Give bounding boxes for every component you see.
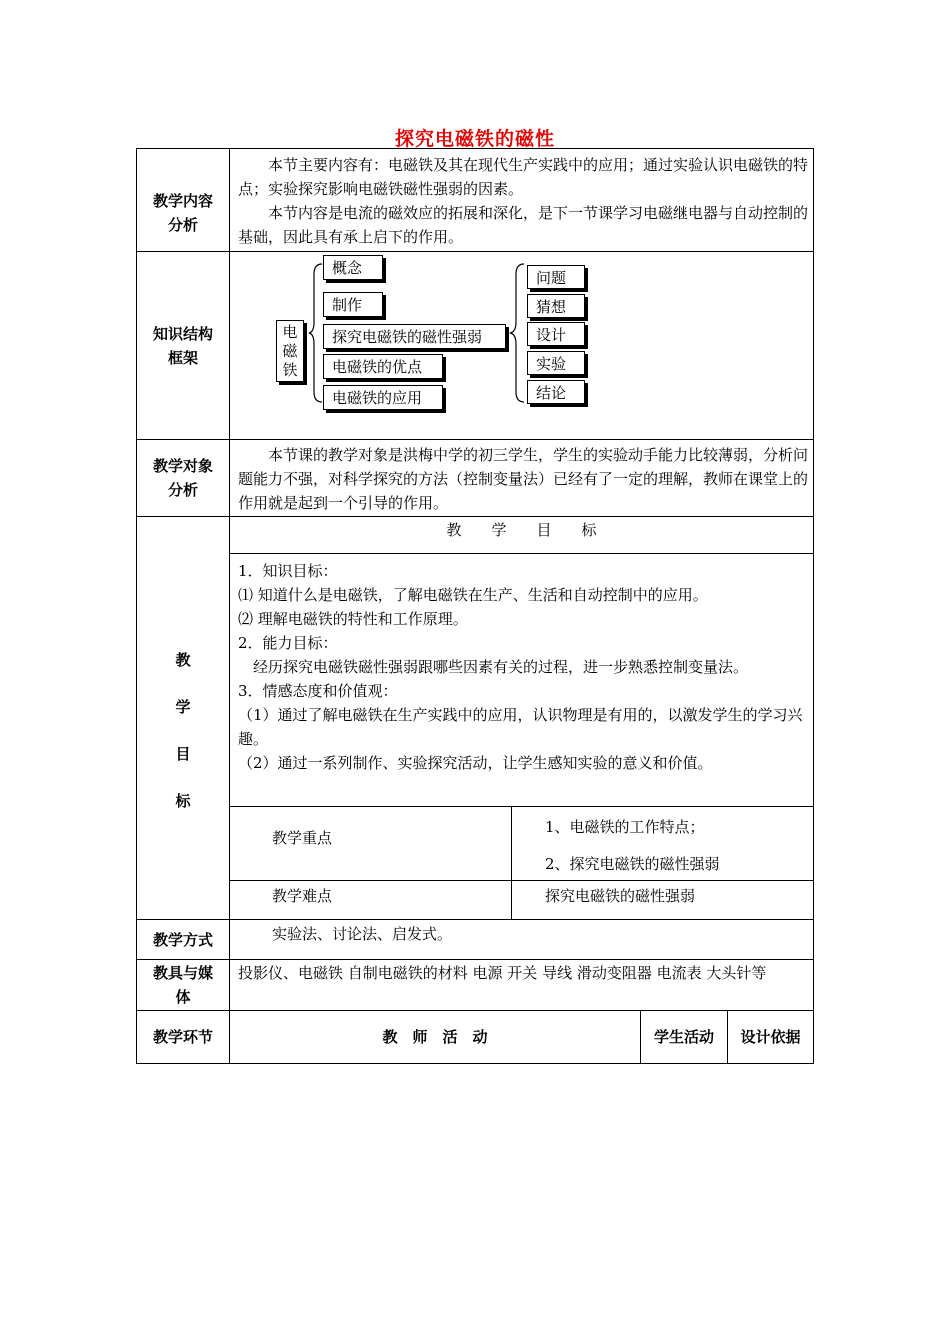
- object-analysis-label: 教学对象 分析: [152, 457, 213, 499]
- tools-label: 教具与媒 体: [152, 964, 213, 1006]
- key-points-list: 1、电磁铁的工作特点； 2、探究电磁铁的磁性强弱: [545, 818, 720, 873]
- goal-line: ⑴ 知道什么是电磁铁，了解电磁铁在生产、生活和自动控制中的应用。: [238, 586, 708, 604]
- teacher-activity-header: 教 师 活 动: [382, 1028, 488, 1046]
- step-question: 问题: [527, 265, 585, 289]
- goals-list: [238, 559, 808, 775]
- content-analysis-label: 教学内容 分析: [152, 192, 213, 234]
- branch-inquiry: 探究电磁铁的磁性强弱: [323, 324, 506, 349]
- goal-line: （2）通过一系列制作、实验探究活动，让学生感知实验的意义和价值。: [238, 754, 713, 772]
- goal-line: 3．情感态度和价值观：: [238, 682, 398, 700]
- student-activity-header: 学生活动: [653, 1028, 714, 1046]
- goals-label: 教 学 目 标: [175, 651, 191, 810]
- goal-line: 经历探究电磁铁磁性强弱跟哪些因素有关的过程，进一步熟悉控制变量法。: [253, 658, 749, 676]
- process-label: 教学环节: [152, 1028, 213, 1046]
- branch-advantages: 电磁铁的优点: [323, 354, 443, 379]
- content-analysis-text: [238, 153, 808, 249]
- goal-line: （1）通过了解电磁铁在生产实践中的应用，认识物理是有用的，以激发学生的学习兴趣。: [238, 706, 803, 748]
- root-node-electromagnet: 电 磁 铁: [276, 320, 304, 382]
- goal-line: ⑵ 理解电磁铁的特性和工作原理。: [238, 610, 468, 628]
- object-analysis-text: 本节课的教学对象是洪梅中学的初三学生，学生的实验动手能力比较薄弱，分析问题能力不强，对科学探究的方法（控制变量法）已经有了一定的理解，教师在课堂上的作用就是起到一个引导的作用。: [238, 446, 809, 512]
- goals-heading: 教 学 目 标: [446, 521, 597, 539]
- step-experiment: 实验: [527, 351, 585, 375]
- key-points-label: 教学重点: [272, 829, 333, 847]
- branch-making: 制作: [323, 292, 383, 317]
- goal-line: 2．能力目标：: [238, 634, 338, 652]
- branch-concept: 概念: [323, 255, 383, 280]
- right-brace: [508, 262, 526, 404]
- design-basis-header: 设计依据: [740, 1028, 801, 1046]
- goal-line: 1．知识目标：: [238, 562, 338, 580]
- difficulty-value: 探究电磁铁的磁性强弱: [545, 887, 696, 905]
- step-conclusion: 结论: [527, 380, 585, 404]
- branch-applications: 电磁铁的应用: [323, 385, 443, 410]
- tools-value: 投影仪、电磁铁 自制电磁铁的材料 电源 开关 导线 滑动变阻器 电流表 大头针等: [238, 964, 767, 982]
- method-value: 实验法、讨论法、启发式。: [272, 925, 453, 943]
- lesson-plan-table: [136, 148, 814, 1064]
- knowledge-diagram: [230, 252, 813, 439]
- left-brace: [308, 262, 324, 404]
- step-design: 设计: [527, 322, 585, 346]
- content-analysis-para-1: 本节主要内容有：电磁铁及其在现代生产实践中的应用；通过实验认识电磁铁的特点；实验探究影响电磁铁磁性强弱的因素。: [238, 156, 809, 198]
- document-title: 探究电磁铁的磁性: [394, 128, 555, 150]
- knowledge-structure-label: 知识结构 框架: [152, 325, 213, 367]
- content-analysis-para-2: 本节内容是电流的磁效应的拓展和深化，是下一节课学习电磁继电器与自动控制的基础，因此具有承上启下的作用。: [238, 204, 809, 246]
- method-label: 教学方式: [152, 931, 213, 949]
- step-hypothesis: 猜想: [527, 294, 585, 318]
- difficulty-label: 教学难点: [272, 887, 333, 905]
